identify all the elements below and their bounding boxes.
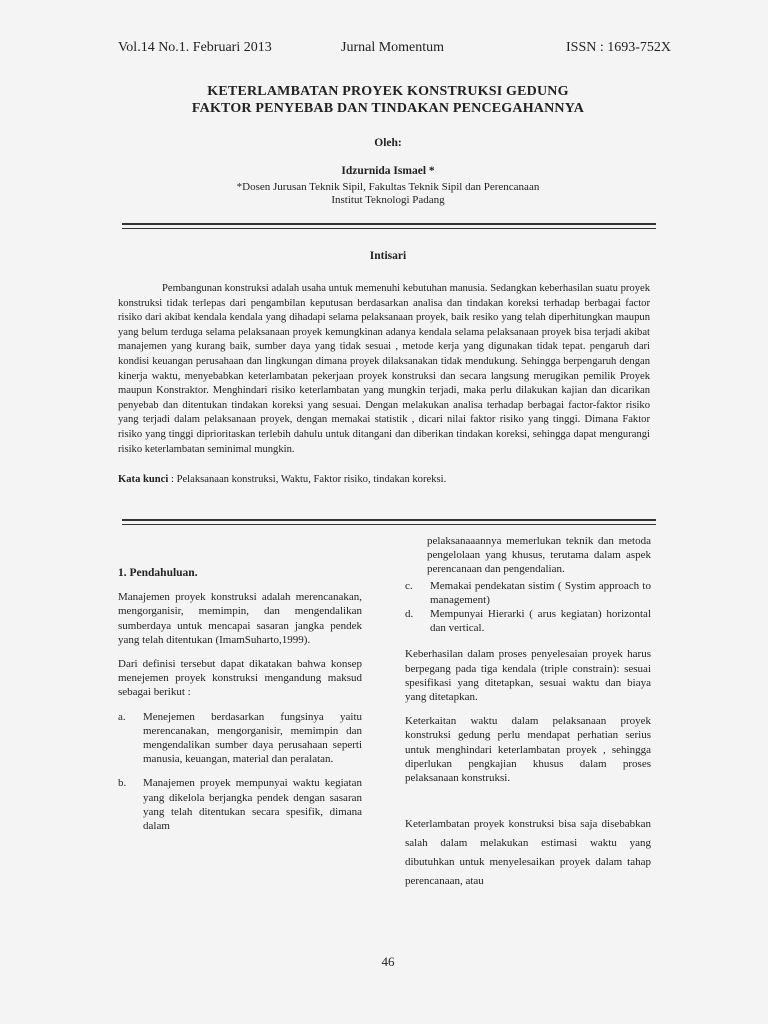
list-marker: b.: [118, 777, 127, 790]
author-affiliation: [118, 181, 658, 207]
body-paragraph-1: Keberhasilan dalam proses penyelesaian proyek harus berpegang pada tiga kendala (triple constrain): sesuai spesifikasi yang ditetapkan, sesuai waktu dan biaya yang ditetapkan.: [405, 648, 651, 704]
intro-paragraph-1: Manajemen proyek konstruksi adalah merencanakan, mengorganisir, memimpin, dan mengendalikan sumberdaya untuk mencapai sasaran jangka pendek yang telah ditentukan (ImamSuharto,1999).: [118, 591, 362, 646]
list-item: [405, 607, 651, 635]
affiliation-line-2: Institut Teknologi Padang: [331, 194, 445, 206]
list-text: Menejemen berdasarkan fungsinya yaitu merencanakan, mengorganisir, memimpin dan mengendalikan sumber daya perusahaan seperti manusia, keuangan, material dan peralatan.: [143, 710, 362, 766]
keywords-label: Kata kunci: [118, 474, 169, 485]
list-marker: d.: [405, 608, 414, 621]
section-heading: 1. Pendahuluan.: [118, 567, 198, 579]
list-marker: a.: [118, 710, 126, 723]
list-text: Memakai pendekatan sistim ( Systim approach to management): [430, 579, 651, 606]
divider-top-thin: [122, 228, 656, 229]
list-marker: c.: [405, 579, 413, 592]
title-line-1: KETERLAMBATAN PROYEK KONSTRUKSI GEDUNG: [207, 84, 569, 99]
by-label: Oleh:: [374, 137, 402, 149]
page-number: 46: [381, 954, 395, 969]
keywords: [118, 474, 650, 485]
list-text: Manajemen proyek mempunyai waktu kegiatan yang dikelola berjangka pendek dengan sasaran yang telah ditentukan secara spesifik, dimana dalam: [143, 777, 362, 833]
right-column: [405, 534, 651, 891]
list-continuation: pelaksanaaannya memerlukan teknik dan metoda pengelolaan yang khusus, terutama dalam aspek perencanaan dan pengendalian.: [427, 535, 651, 576]
divider-bottom-thick: [122, 519, 656, 521]
body-paragraph-2: Keterkaitan waktu dalam pelaksanaan proyek konstruksi gedung perlu mendapat perhatian serius untuk menghindari keterlambatan proyek , sehingga diperlukan pengkajian khusus dalam proses pelaksanaan konstruksi.: [405, 715, 651, 785]
body-paragraph-3: Keterlambatan proyek konstruksi bisa saja disebabkan salah dalam melakukan estimasi waktu yang dibutuhkan untuk menyelesaikan proyek dalam tahap perencanaan, atau: [405, 818, 651, 888]
abstract-heading: Intisari: [369, 250, 407, 262]
affiliation-line-1: *Dosen Jurusan Teknik Sipil, Fakultas Teknik Sipil dan Perencanaan: [236, 181, 540, 193]
intro-paragraph-2: Dari definisi tersebut dapat dikatakan bahwa konsep menejemen proyek konstruksi mengandung maksud sebagai berikut :: [118, 658, 362, 699]
header-journal-name: Jurnal Momentum: [341, 40, 445, 55]
author-name: Idzurnida Ismael *: [341, 165, 435, 177]
divider-bottom-thin: [122, 524, 656, 525]
list-text: Mempunyai Hierarki ( arus kegiatan) horizontal dan vertical.: [430, 608, 651, 635]
left-column: [118, 566, 362, 833]
header-volume: Vol.14 No.1. Februari 2013: [118, 40, 272, 55]
list-item: [405, 579, 651, 607]
list-item: [118, 776, 362, 833]
header-issn: ISSN : 1693-752X: [566, 40, 672, 55]
divider-top-thick: [122, 223, 656, 225]
title-line-2: FAKTOR PENYEBAB DAN TINDAKAN PENCEGAHANNYA: [191, 101, 585, 116]
keywords-text: : Pelaksanaan konstruksi, Waktu, Faktor risiko, tindakan koreksi.: [168, 474, 447, 485]
list-item: [118, 710, 362, 767]
abstract-text: Pembangunan konstruksi adalah usaha untuk memenuhi kebutuhan manusia. Sedangkan keberhasilan suatu proyek konstruksi tidak terlepas dari pengambilan keputusan berdasarkan analisa dan tindakan koreksi terhadap berbagai factor risiko dari akibat kendala kendala yang dihadapi selama pelaksanaan proyek, baik resiko yang telah diperhitungkan maupun yang belum terduga selama pelaksanaan proyek kemungkinan adanya kendala selama pelaksanaan proyek bisa terjadi akibat manajemen yang kurang baik, sumber daya yang tidak sesuai , metode kerja yang digunakan tidak tepat. pengaruh dari kondisi keuangan perusahaan dan lingkungan dimana proyek dilaksanakan tidak mendukung. Sehingga berpengaruh dengan kinerja waktu, menyebabkan keterlambatan pekerjaan proyek konstruksi dan secara langsung merugikan pemilik Proyek maupun Konstraktor. Menghindari risiko keterlambatan yang mungkin terjadi, maka perlu dilakukan kajian dan dicarikan penyebab dan ditentukan tindakan koreksi yang sesuai. Dengan melakukan analisa terhadap berbagai factor-faktor risiko yang terjadi dalam pelaksanaan proyek, dengan memakai statistik , dicari nilai faktor risiko yang tinggi. Dimana Faktor risiko yang tinggi diprioritaskan terlebih dahulu untuk ditangani dan diberikan tindakan koreksi, sehingga dapat mengurangi risiko keterlambatan seminimal mungkin.: [118, 283, 650, 455]
paper-title: [118, 83, 658, 117]
